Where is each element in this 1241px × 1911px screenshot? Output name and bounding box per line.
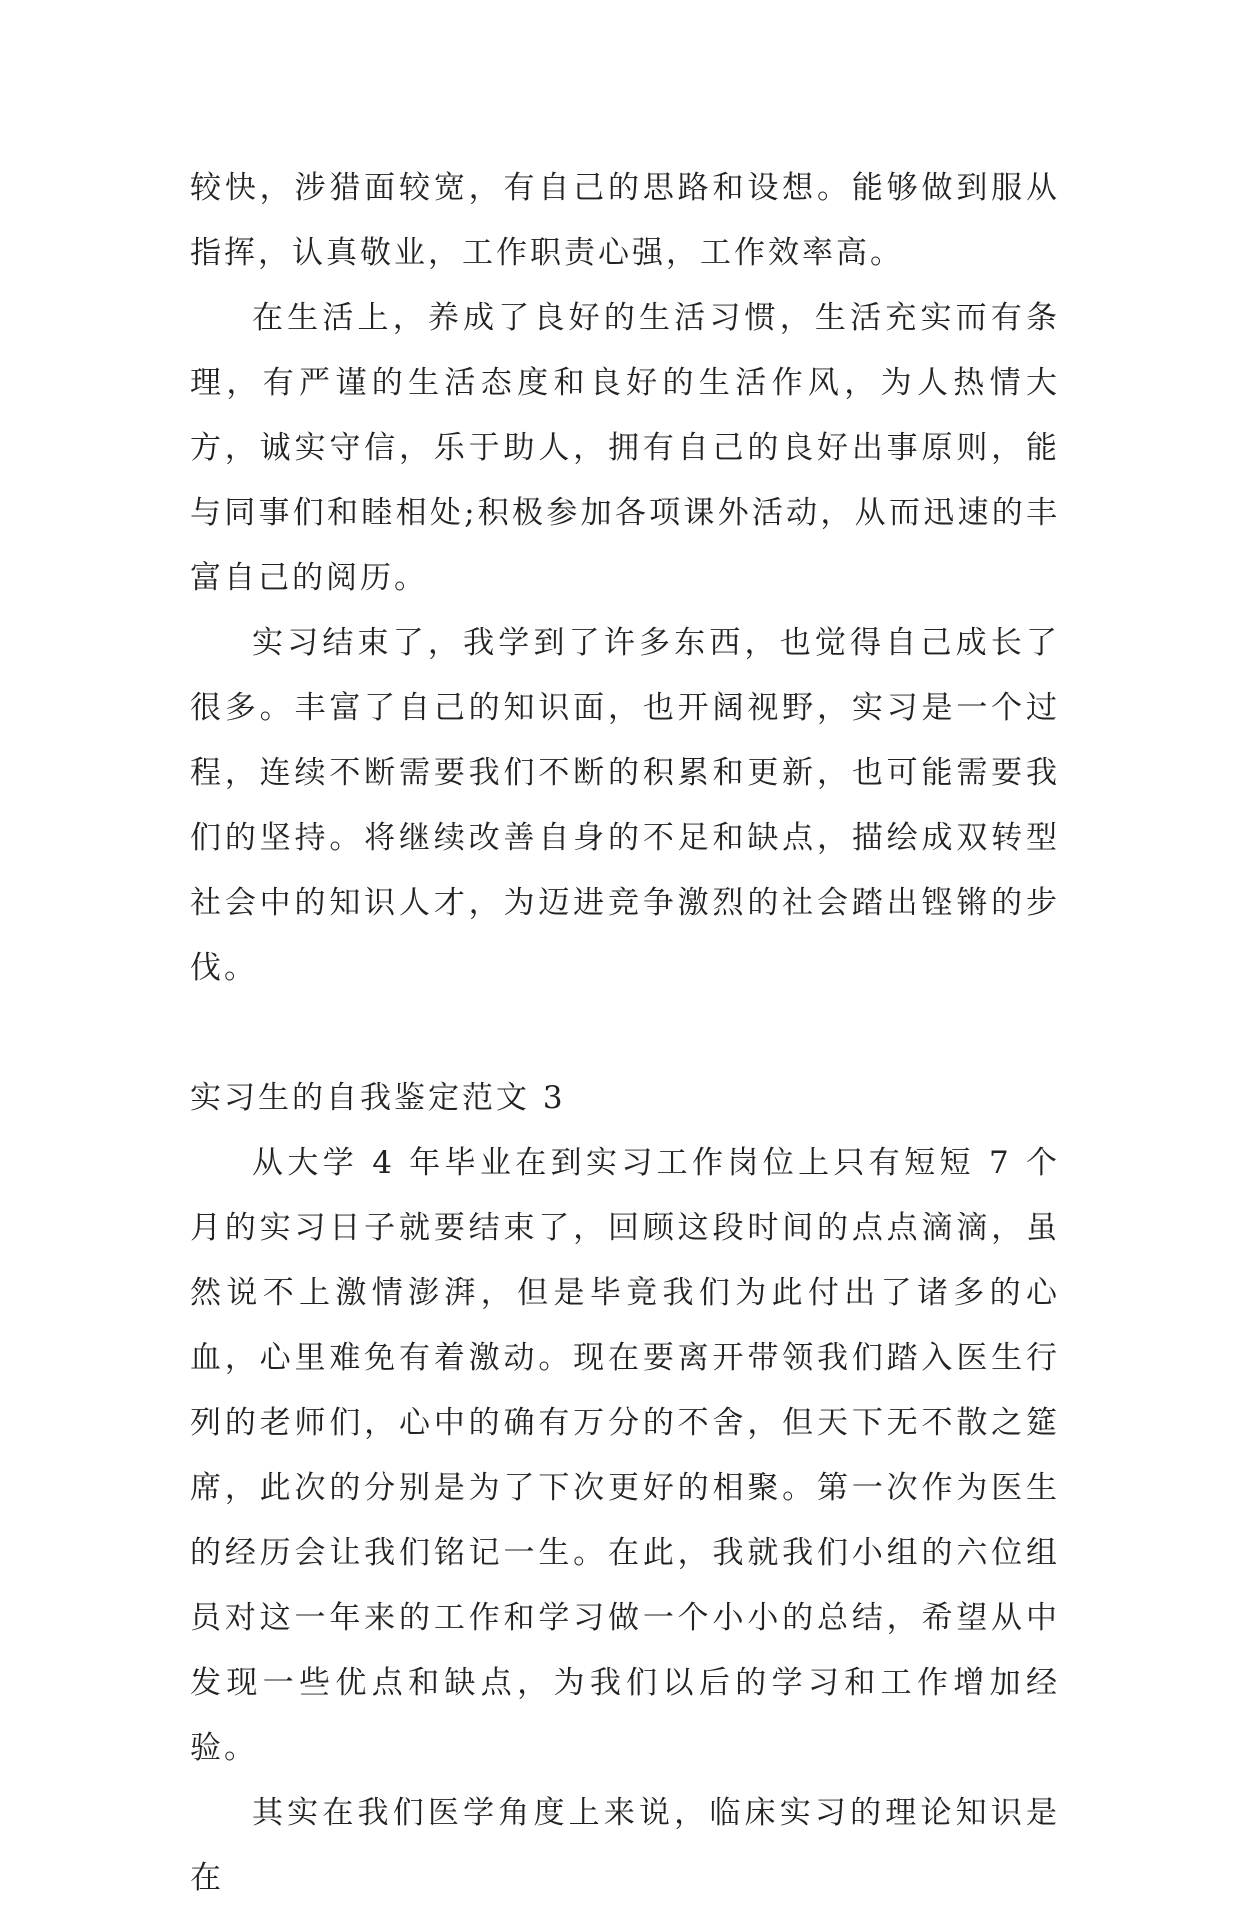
- paragraph-internship-end: 实习结束了，我学到了许多东西，也觉得自己成长了很多。丰富了自己的知识面，也开阔视野，实习是一个过程，连续不断需要我们不断的积累和更新，也可能需要我们的坚持。将继续改善自身的不足和缺点，描绘成双转型社会中的知识人才，为迈进竞争激烈的社会踏出铿锵的步伐。: [190, 625, 1060, 986]
- paragraph-life: 在生活上，养成了良好的生活习惯，生活充实而有条理，有严谨的生活态度和良好的生活作风，为人热情大方，诚实守信，乐于助人，拥有自己的良好出事原则，能与同事们和睦相处;积极参加各项课外活动，从而迅速的丰富自己的阅历。: [190, 300, 1060, 596]
- section-heading: 实习生的自我鉴定范文 3: [190, 1080, 566, 1116]
- document-body: [190, 156, 1060, 1911]
- paragraph-section3-1: 从大学 4 年毕业在到实习工作岗位上只有短短 7 个月的实习日子就要结束了，回顾这段时间的点点滴滴，虽然说不上激情澎湃，但是毕竟我们为此付出了诸多的心血，心里难免有着激动。现在要离开带领我们踏入医生行列的老师们，心中的确有万分的不舍，但天下无不散之筵席，此次的分别是为了下次更好的相聚。第一次作为医生的经历会让我们铭记一生。在此，我就我们小组的六位组员对这一年来的工作和学习做一个小小的总结，希望从中发现一些优点和缺点，为我们以后的学习和工作增加经验。: [190, 1145, 1060, 1766]
- paragraph-section3-2: 其实在我们医学角度上来说，临床实习的理论知识是在: [190, 1795, 1060, 1896]
- paragraph-intro: 较快，涉猎面较宽，有自己的思路和设想。能够做到服从指挥，认真敬业，工作职责心强，工作效率高。: [190, 170, 1060, 271]
